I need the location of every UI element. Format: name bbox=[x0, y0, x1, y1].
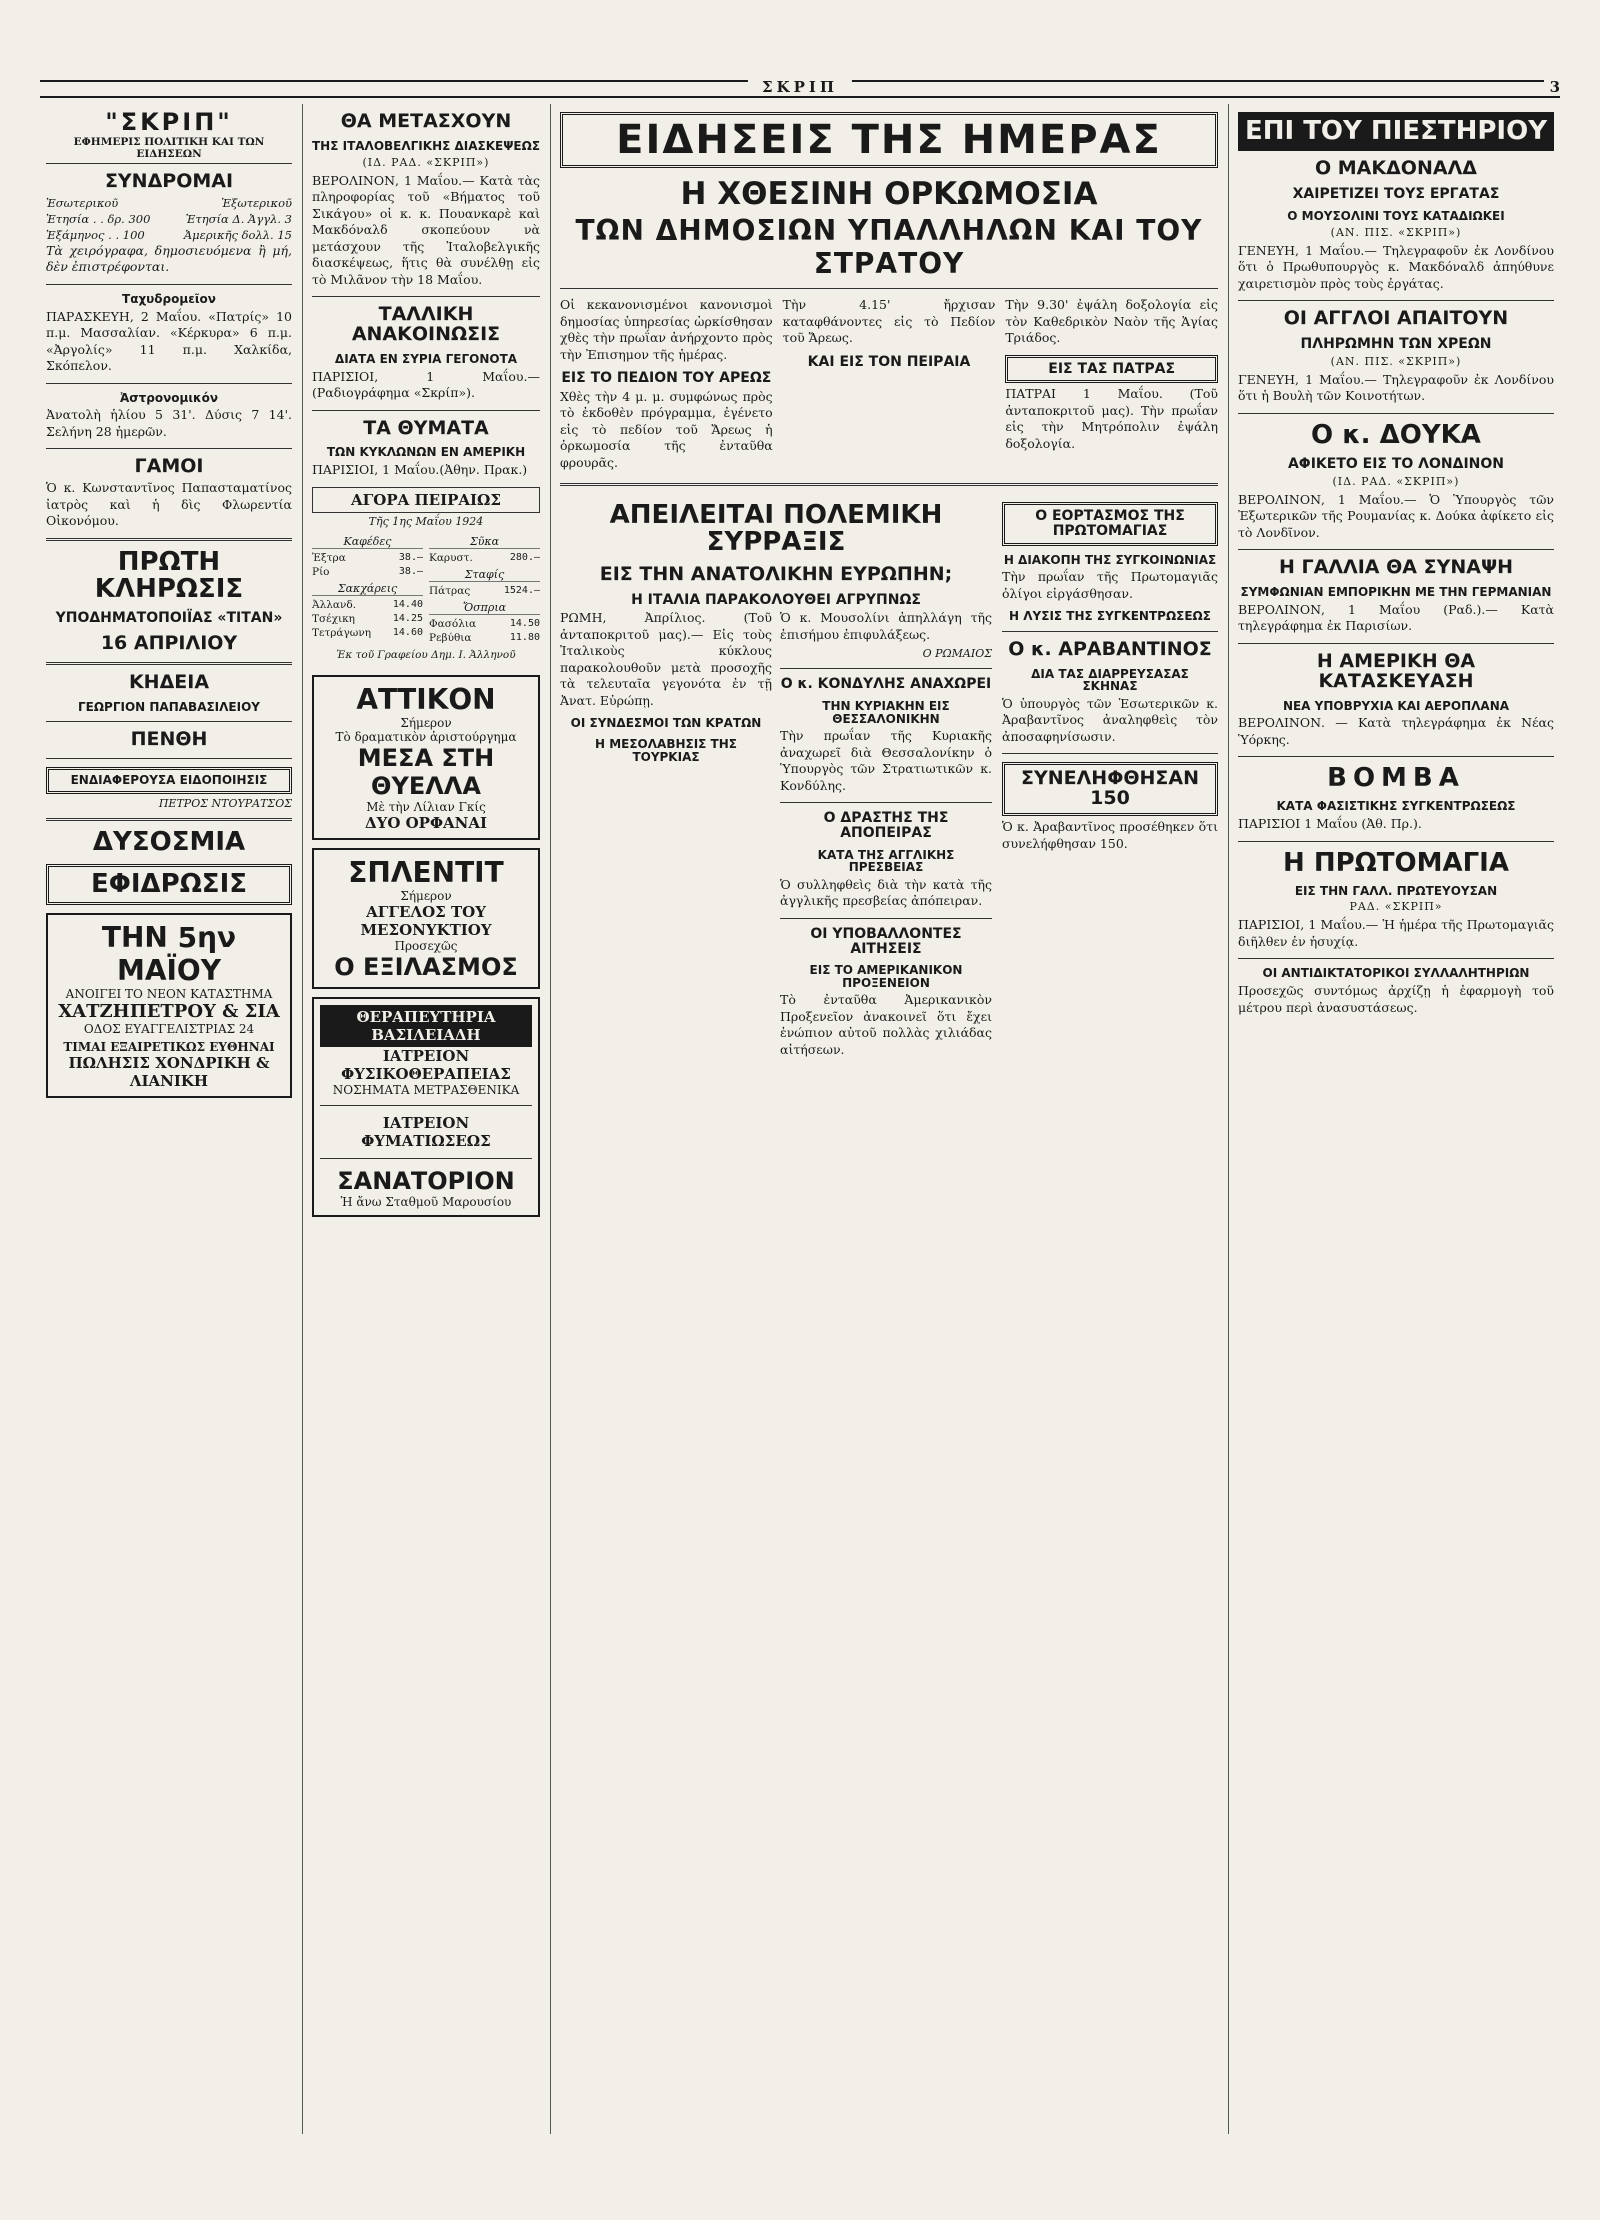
subheadline: ΕΙΣ ΤΗΝ ΓΑΛΛ. ΠΡΩΤΕΥΟΥΣΑΝ bbox=[1294, 883, 1498, 898]
paper-name: ΣΚΡΙΠ bbox=[748, 78, 852, 96]
astronomy-heading: Ἀστρονομικόν bbox=[120, 390, 218, 405]
headline: Ο κ. ΔΟΥΚΑ bbox=[1311, 419, 1481, 450]
article-text: ΡΩΜΗ, Ἀπρίλιος. (Τοῦ ἀνταποκριτοῦ μας).— Εἰς τοὺς Ἰταλικοὺς κύκλους παρακολουθοῦν μετὰ προσοχῆς τὰ τελευταῖα γεγονότα ἐν τῇ Ἀνατ. Εὐρώπῃ. bbox=[560, 610, 772, 708]
weddings-text: Ὁ κ. Κωνσταντῖνος Παπασταματίνος ἰατρὸς καὶ ἡ δὶς Φλωρεντία Οἰκονόμου. bbox=[46, 480, 292, 529]
cinema-ad-attikon bbox=[312, 675, 540, 840]
cinema-name: ΑΤΤΙΚΟΝ bbox=[356, 683, 496, 717]
cinema-desc: Τὸ δραματικὸν ἀριστούργημα bbox=[335, 730, 517, 745]
article-text: ΠΑΡΙΣΙΟΙ 1 Μαΐου (Ἀθ. Πρ.). bbox=[1238, 816, 1422, 832]
subheadline: ΤΩΝ ΚΥΚΛΩΝΩΝ ΕΝ ΑΜΕΡΙΚΗ bbox=[326, 445, 526, 460]
headline: ΟΙ ΥΠΟΒΑΛΛΟΝΤΕΣ ΑΙΤΗΣΕΙΣ bbox=[810, 925, 962, 957]
article-text: ΠΑΤΡΑΙ 1 Μαΐου. (Τοῦ ἀνταποκριτοῦ μας). Τὴν πρωΐαν εἰς τὴν Μητρόπολιν ἐψάλη δοξολογία. bbox=[1005, 386, 1219, 451]
column-2 bbox=[306, 104, 546, 2134]
cinema-also: ΔΥΟ ΟΡΦΑΝΑΙ bbox=[364, 814, 488, 833]
article-text: Προσεχῶς συντόμως ἀρχίζῃ ἡ ἐφαρμογὴ τοῦ μέτρου περὶ ἀνασυστάσεως. bbox=[1238, 983, 1554, 1015]
paper-title: "ΣΚΡΙΠ" bbox=[105, 108, 233, 136]
headline: Ο ΔΡΑΣΤΗΣ ΤΗΣ ΑΠΟΠΕΙΡΑΣ bbox=[823, 810, 949, 841]
subheadline: ΝΕΑ ΥΠΟΒΡΥΧΙΑ ΚΑΙ ΑΕΡΟΠΛΑΝΑ bbox=[1282, 698, 1510, 713]
subheadline: ΠΛΗΡΩΜΗΝ ΤΩΝ ΧΡΕΩΝ bbox=[1300, 335, 1492, 352]
headline: ΤΑΛΛΙΚΗ ΑΝΑΚΟΙΝΩΣΙΣ bbox=[351, 303, 501, 345]
page-number: 3 bbox=[1544, 78, 1560, 96]
article-text: Τὴν πρωΐαν τῆς Πρωτομαγιᾶς ὀλίγοι εἰργάσθησαν. bbox=[1002, 569, 1218, 601]
subscriptions-heading: ΣΥΝΔΡΟΜΑΙ bbox=[104, 170, 234, 192]
article-text: ΒΕΡΟΛΙΝΟΝ, 1 Μαΐου.— Ὁ Ὑπουργὸς τῶν Ἐξωτερικῶν τῆς Ρουμανίας κ. Δούκα ἀφίκετο εἰς τὸ Λονδῖνον. bbox=[1238, 491, 1554, 540]
clinic-ad bbox=[312, 997, 540, 1217]
shop-ad-name: ΧΑΤΖΗΠΕΤΡΟΥ & ΣΙΑ bbox=[58, 1001, 280, 1023]
headline: Η ΠΡΩΤΟΜΑΓΙΑ bbox=[1283, 847, 1509, 878]
subheadline: Ο ΜΟΥΣΟΛΙΝΙ ΤΟΥΣ ΚΑΤΑΔΙΩΚΕΙ bbox=[1287, 208, 1505, 223]
clinic-line: ΦΥΣΙΚΟΘΕΡΑΠΕΙΑΣ bbox=[341, 1065, 511, 1084]
headline: ΤΑ ΘΥΜΑΤΑ bbox=[363, 416, 489, 439]
market-row: Ρίο 38.— bbox=[312, 565, 423, 578]
article-text: ΠΑΡΙΣΙΟΙ, 1 Μαΐου.— Ἡ ἡμέρα τῆς Πρωτομαγιᾶς διῆλθεν ἐν ἡσυχίᾳ. bbox=[1238, 917, 1554, 949]
section-subheading: Η ΛΥΣΙΣ ΤΗΣ ΣΥΓΚΕΝΤΡΩΣΕΩΣ bbox=[1009, 609, 1211, 624]
shop-ad-footer-2: ΠΩΛΗΣΙΣ ΧΟΝΔΡΙΚΗ & ΛΙΑΝΙΚΗ bbox=[68, 1054, 270, 1091]
article-text: Τὸ ἐνταῦθα Ἀμερικανικὸν Προξενεῖον ἀνακοινεῖ ὅτι ἔχει ἐνώπιον αὐτοῦ πολλὰς χιλιάδας αἰτήσεων. bbox=[780, 992, 992, 1057]
post-heading: Ταχυδρομεῖον bbox=[122, 291, 216, 306]
cinema-soon: Προσεχῶς bbox=[394, 939, 458, 954]
market-row: Φασόλια 14.50 bbox=[429, 617, 540, 630]
article-text: ΒΕΡΟΛΙΝΟΝ, 1 Μαΐου (Ραδ.).— Κατὰ τηλεγράφημα ἐκ Παρισίων. bbox=[1238, 601, 1554, 634]
section-header: ΕΠΙ ΤΟΥ ΠΙΕΣΤΗΡΙΟΥ bbox=[1238, 112, 1554, 151]
funeral-heading: ΚΗΔΕΙΑ bbox=[128, 670, 210, 693]
subheadline: ΣΥΜΦΩΝΙΑΝ ΕΜΠΟΡΙΚΗΝ ΜΕ ΤΗΝ ΓΕΡΜΑΝΙΑΝ bbox=[1240, 585, 1552, 600]
subheadline: ΚΑΤΑ ΦΑΣΙΣΤΙΚΗΣ ΣΥΓΚΕΝΤΡΩΣΕΩΣ bbox=[1276, 799, 1516, 814]
byline: ΡΑΔ. «ΣΚΡΙΠ» bbox=[1349, 900, 1443, 914]
market-group: Σταφίς bbox=[429, 568, 540, 582]
subheadline: Η ΔΙΑΚΟΠΗ ΤΗΣ ΣΥΓΚΟΙΝΩΝΙΑΣ bbox=[1003, 552, 1217, 567]
paper-subtitle: ΕΦΗΜΕΡΙΣ ΠΟΛΙΤΙΚΗ ΚΑΙ ΤΩΝ ΕΙΔΗΣΕΩΝ bbox=[46, 136, 292, 164]
manuscripts-note: Τὰ χειρόγραφα, δημοσιευόμενα ἢ μή, δὲν ἐπιστρέφονται. bbox=[46, 242, 292, 275]
article-text: Χθὲς τὴν 4 μ. μ. συμφώνως πρὸς τὸ ἐκδοθὲν πρόγραμμα, ἐγένετο εἰς τὸ πεδίον τοῦ Ἄρεως ἡ ὁρκωμοσία τῆς ἐνταῦθα φρουρᾶς. bbox=[560, 388, 773, 470]
article-text: Ὁ κ. Μουσολίνι ἀπηλλάγη τῆς ἐπισήμου ἐπιφυλάξεως. bbox=[780, 610, 992, 642]
article-text: ΒΕΡΟΛΙΝΟΝ, 1 Μαΐου.— Κατὰ τὰς πληροφορίας τοῦ «Βήματος τοῦ Σικάγου» οἱ κ. κ. Πουανκαρὲ καὶ Μακδόναλδ σκοπεύουν νὰ μετάσχουν τῆς Ἰταλοβελγικῆς διασκέψεως, ἥτις θὰ συνέλθῃ εἰς τὸ Μιλᾶνον τὴν 18 Μαΐου. bbox=[312, 172, 540, 287]
sanatorium-address: Ἡ ἄνω Σταθμοῦ Μαρουσίου bbox=[340, 1195, 512, 1210]
market-right bbox=[429, 532, 540, 646]
article-text: Ὁ κ. Ἀραβαντῖνος προσέθηκεν ὅτι συνελήφθησαν 150. bbox=[1002, 819, 1218, 851]
headline: Η ΑΜΕΡΙΚΗ ΘΑ ΚΑΤΑΣΚΕΥΑΣΗ bbox=[1316, 649, 1476, 692]
subheadline: ΕΙΣ ΤΟ ΑΜΕΡΙΚΑΝΙΚΟΝ ΠΡΟΞΕΝΕΙΟΝ bbox=[809, 963, 963, 990]
subheadline: ΧΑΙΡΕΤΙΖΕΙ ΤΟΥΣ ΕΡΓΑΤΑΣ bbox=[1292, 186, 1500, 203]
clinic-line: ΙΑΤΡΕΙΟΝ bbox=[382, 1047, 470, 1066]
byline: (ΑΝ. ΠΙΣ. «ΣΚΡΙΠ») bbox=[1330, 354, 1462, 368]
cinema-starring: Μὲ τὴν Λίλιαν Γκίς bbox=[366, 800, 486, 815]
market-group: Ὄσπρια bbox=[429, 601, 540, 615]
headline: ΟΙ ΑΝΤΙΔΙΚΤΑΤΟΡΙΚΟΙ ΣΥΛΛΑΛΗΤΗΡΙΩΝ bbox=[1262, 966, 1530, 981]
clinic-title: ΘΕΡΑΠΕΥΤΗΡΙΑ ΒΑΣΙΛΕΙΑΔΗ bbox=[320, 1005, 532, 1047]
section-subheading: Η ΜΕΣΟΛΑΒΗΣΙΣ ΤΗΣ ΤΟΥΡΚΙΑΣ bbox=[595, 737, 737, 764]
shop-opening-ad bbox=[46, 913, 292, 1098]
subheadline: ΤΗΣ ΙΤΑΛΟΒΕΛΓΙΚΗΣ ΔΙΑΣΚΕΨΕΩΣ bbox=[312, 138, 541, 153]
headline: ΒΟΜΒΑ bbox=[1327, 763, 1465, 794]
lottery-subheading: ΥΠΟΔΗΜΑΤΟΠΟΙΪΑΣ «ΤΙΤΑΝ» bbox=[55, 610, 283, 627]
section-header: ΕΙΔΗΣΕΙΣ ΤΗΣ ΗΜΕΡΑΣ bbox=[560, 112, 1218, 168]
market-row: Ἐξτρα 38.— bbox=[312, 551, 423, 564]
headline: ΘΑ ΜΕΤΑΣΧΟΥΝ bbox=[340, 110, 512, 132]
market-group: Σακχάρεις bbox=[312, 582, 423, 596]
cinema-today: Σήμερον bbox=[400, 716, 452, 731]
sanatorium-title: ΣΑΝΑΤΟΡΙΟΝ bbox=[337, 1167, 515, 1196]
headline: Η ΓΑΛΛΙΑ ΘΑ ΣΥΝΑΨΗ bbox=[1279, 556, 1513, 579]
lottery-heading: ΠΡΩΤΗ ΚΛΗΡΩΣΙΣ bbox=[94, 546, 244, 604]
cinema-name: ΣΠΛΕΝΤΙΤ bbox=[348, 856, 504, 890]
byline: (ΙΔ. ΡΑΔ. «ΣΚΡΙΠ») bbox=[362, 155, 490, 169]
market-table bbox=[312, 532, 540, 646]
war-headline: ΑΠΕΙΛΕΙΤΑΙ ΠΟΛΕΜΙΚΗ ΣΥΡΡΑΞΙΣ bbox=[609, 500, 943, 558]
article-text: ΓΕΝΕΥΗ, 1 Μαΐου.— Τηλεγραφοῦν ἐκ Λονδίνου ὅτι ὁ Πρωθυπουργὸς κ. Μακδόναλδ ἀπηύθυνε χαιρετισμὸν πρὸς τοὺς ἐργάτας. bbox=[1238, 242, 1554, 291]
funeral-name: ΓΕΩΡΓΙΟΝ ΠΑΠΑΒΑΣΙΛΕΙΟΥ bbox=[78, 699, 260, 714]
astronomy-text: Ἀνατολὴ ἡλίου 5 31'. Δύσις 7 14'. Σελήνη 28 ἡμερῶν. bbox=[46, 407, 292, 439]
war-headline-2: ΕΙΣ ΤΗΝ ΑΝΑΤΟΛΙΚΗΝ ΕΥΡΩΠΗΝ; bbox=[599, 562, 953, 585]
byline: (ΑΝ. ΠΙΣ. «ΣΚΡΙΠ») bbox=[1330, 225, 1462, 239]
lead-article bbox=[560, 297, 1218, 475]
weddings-heading: ΓΑΜΟΙ bbox=[134, 455, 204, 478]
market-title: ΑΓΟΡΑ ΠΕΙΡΑΙΩΣ bbox=[312, 487, 540, 513]
byline: (ΙΔ. ΡΑΔ. «ΣΚΡΙΠ») bbox=[1332, 474, 1460, 488]
headline: ΟΙ ΑΓΓΛΟΙ ΑΠΑΙΤΟΥΝ bbox=[1283, 307, 1509, 330]
article-text: Ὁ συλληφθεὶς διὰ τὴν κατὰ τῆς ἀγγλικῆς πρεσβείας ἀπόπειραν. bbox=[780, 876, 992, 909]
lead-headline-2: ΤΩΝ ΔΗΜΟΣΙΩΝ ΥΠΑΛΛΗΛΩΝ ΚΑΙ ΤΟΥ ΣΤΡΑΤΟΥ bbox=[575, 214, 1203, 280]
clinic-line: ΝΟΣΗΜΑΤΑ ΜΕΤΡΑΣΘΕΝΙΚΑ bbox=[332, 1083, 520, 1098]
column-rule bbox=[302, 104, 303, 2134]
market-date: Τῆς 1ης Μαΐου 1924 bbox=[368, 514, 484, 528]
section-subheading: ΟΙ ΣΥΝΔΕΣΜΟΙ ΤΩΝ ΚΡΑΤΩΝ bbox=[570, 716, 762, 731]
subheadline: ΑΦΙΚΕΤΟ ΕΙΣ ΤΟ ΛΟΝΔΙΝΟΝ bbox=[1287, 455, 1505, 472]
market-row: Ρεβύθια 11.80 bbox=[429, 632, 540, 645]
lottery-date: 16 ΑΠΡΙΛΙΟΥ bbox=[100, 631, 238, 654]
shop-ad-title: ΤΗΝ 5ην ΜΑΪΟΥ bbox=[101, 921, 237, 988]
clinic-line: ΙΑΤΡΕΙΟΝ bbox=[382, 1114, 470, 1133]
lead-headline: Η ΧΘΕΣΙΝΗ ΟΡΚΩΜΟΣΙΑ bbox=[680, 176, 1098, 212]
article-text: Οἱ κεκανονισμένοι κανονισμοὶ δημοσίας ὑπηρεσίας ὡρκίσθησαν χθὲς τὴν πρωΐαν ἀνήρχοντο πρὸς τὴν Ἐπισημον τῆς ἡμέρας. bbox=[560, 297, 773, 362]
column-1 bbox=[40, 104, 298, 2134]
market-left bbox=[312, 532, 423, 646]
post-text: ΠΑΡΑΣΚΕΥΗ, 2 Μαΐου. «Πατρίς» 10 π.μ. Μασσαλίαν. «Κέρκυρα» 6 π.μ. «Ἀργολίς» 11 π.μ. Χαλκίδα, Σκόπελον. bbox=[46, 308, 292, 374]
headline: ΕΙΣ ΤΑΣ ΠΑΤΡΑΣ bbox=[1005, 355, 1218, 384]
column-rule bbox=[550, 104, 551, 2134]
market-row: Καρυστ. 280.— bbox=[429, 551, 540, 564]
article-text: ΠΑΡΙΣΙΟΙ, 1 Μαΐου.— (Ραδιογράφημα «Σκρίπ»). bbox=[312, 368, 540, 400]
column-5 bbox=[1232, 104, 1560, 2134]
article-text: Τὴν πρωΐαν τῆς Κυριακῆς ἀναχωρεῖ διὰ Θεσσαλονίκην ὁ Ὑπουργὸς τῶν Στρατιωτικῶν κ. Κονδύλης. bbox=[780, 728, 992, 793]
column-rule bbox=[1228, 104, 1229, 2134]
article-text: ΠΑΡΙΣΙΟΙ, 1 Μαΐου.(Ἀθην. Πρακ.) bbox=[312, 462, 528, 478]
subheadline: ΔΙΑΤΑ ΕΝ ΣΥΡΙΑ ΓΕΓΟΝΟΤΑ bbox=[334, 351, 518, 366]
subheadline: ΚΑΤΑ ΤΗΣ ΑΓΓΛΙΚΗΣ ΠΡΕΣΒΕΙΑΣ bbox=[817, 847, 955, 875]
mourning-heading: ΠΕΝΘΗ bbox=[130, 728, 208, 751]
headline: ΚΑΙ ΕΙΣ ΤΟΝ ΠΕΙΡΑΙΑ bbox=[807, 353, 971, 370]
subheadline: ΔΙΑ ΤΑΣ ΔΙΑΡΡΕΥΣΑΣΑΣ ΣΚΗΝΑΣ bbox=[1031, 666, 1189, 694]
market-row: Πάτρας 1524.— bbox=[429, 584, 540, 597]
clinic-line: ΦΥΜΑΤΙΩΣΕΩΣ bbox=[361, 1132, 491, 1151]
masthead bbox=[40, 80, 1560, 98]
subscription-row: Ἐσωτερικοῦ Ἐξωτερικοῦ bbox=[46, 195, 292, 210]
subscription-row: Ἐτησία . . δρ. 300 Ἐτησία Δ. Ἀγγλ. 3 bbox=[46, 211, 292, 226]
shop-ad-footer: ΤΙΜΑΙ ΕΞΑΙΡΕΤΙΚΩΣ ΕΥΘΗΝΑΙ bbox=[63, 1040, 275, 1055]
market-footer: Ἐκ τοῦ Γραφείου Δημ. Ι. Ἀλληνοῦ bbox=[336, 649, 516, 662]
market-row: Τσέχικη 14.25 bbox=[312, 613, 423, 626]
market-group: Καφέδες bbox=[312, 535, 423, 549]
notice-signature: ΠΕΤΡΟΣ ΝΤΟΥΡΑΤΣΟΣ bbox=[158, 796, 292, 810]
ad-heading-odour: ΔΥΣΟΣΜΙΑ bbox=[92, 826, 246, 857]
article-text: Τὴν 4.15' ἤρχισαν καταφθάνοντες εἰς τὸ Πεδίον τοῦ Ἄρεως. bbox=[782, 297, 996, 345]
subheadline: ΤΗΝ ΚΥΡΙΑΚΗΝ ΕΙΣ ΘΕΣΣΑΛΟΝΙΚΗΝ bbox=[822, 699, 950, 726]
cinema-film: ΑΓΓΕΛΟΣ ΤΟΥ ΜΕΣΟΝΥΚΤΙΟΥ bbox=[360, 903, 492, 940]
cinema-today: Σήμερον bbox=[400, 889, 452, 904]
headline: ΕΙΣ ΤΟ ΠΕΔΙΟΝ ΤΟΥ ΑΡΕΩΣ bbox=[561, 370, 772, 386]
shop-ad-line: ΑΝΟΙΓΕΙ ΤΟ ΝΕΟΝ ΚΑΤΑΣΤΗΜΑ bbox=[65, 987, 273, 1002]
ad-heading-sweat: ΕΦΙΔΡΩΣΙΣ bbox=[46, 864, 292, 905]
cinema-next: Ο ΕΞΙΛΑΣΜΟΣ bbox=[334, 953, 518, 982]
market-row: Ἀλλανδ. 14.40 bbox=[312, 598, 423, 611]
shop-ad-address: ΟΔΟΣ ΕΥΑΓΓΕΛΙΣΤΡΙΑΣ 24 bbox=[83, 1022, 255, 1037]
headline: Ο κ. ΚΟΝΔΥΛΗΣ ΑΝΑΧΩΡΕΙ bbox=[780, 676, 992, 693]
market-group: Σῦκα bbox=[429, 535, 540, 549]
headline: Ο ΜΑΚΔΟΝΑΛΔ bbox=[1315, 157, 1477, 180]
article-text: Τὴν 9.30' ἐψάλη δοξολογία εἰς τὸν Καθεδρικὸν Ναὸν τῆς Ἁγίας Τριάδος. bbox=[1005, 297, 1219, 345]
headline: Ο κ. ΑΡΑΒΑΝΤΙΝΟΣ bbox=[1008, 637, 1212, 660]
notice-heading: ΕΝΔΙΑΦΕΡΟΥΣΑ ΕΙΔΟΠΟΙΗΣΙΣ bbox=[46, 767, 292, 794]
war-subheadline: Η ΙΤΑΛΙΑ ΠΑΡΑΚΟΛΟΥΘΕΙ ΑΓΡΥΠΝΩΣ bbox=[631, 591, 921, 608]
headline: Ο ΕΟΡΤΑΣΜΟΣ ΤΗΣ ΠΡΩΤΟΜΑΓΙΑΣ bbox=[1002, 502, 1218, 545]
lower-news bbox=[560, 494, 1218, 1062]
subscription-row: Ἑξάμηνος . . 100 Ἀμερικῆς δολλ. 15 bbox=[46, 227, 292, 242]
market-row: Τετράγωνη 14.60 bbox=[312, 627, 423, 640]
column-3-news bbox=[554, 104, 1224, 2134]
headline: ΣΥΝΕΛΗΦΘΗΣΑΝ 150 bbox=[1002, 762, 1218, 816]
article-signature: Ο ΡΩΜΑΙΟΣ bbox=[922, 647, 992, 661]
cinema-film: ΜΕΣΑ ΣΤΗ ΘΥΕΛΛΑ bbox=[357, 744, 495, 801]
article-text: ΒΕΡΟΛΙΝΟΝ. — Κατὰ τηλεγράφημα ἐκ Νέας Ὑόρκης. bbox=[1238, 715, 1554, 747]
article-text: ΓΕΝΕΥΗ, 1 Μαΐου.— Τηλεγραφοῦν ἐκ Λονδίνου ὅτι ἡ Βουλὴ τῶν Κοινοτήτων. bbox=[1238, 371, 1554, 404]
article-text: Ὁ ὑπουργὸς τῶν Ἐσωτερικῶν κ. Ἀραβαντῖνος ἀναληφθεὶς τὸν ἀποσαφηνίσωσιν. bbox=[1002, 695, 1218, 744]
cinema-ad-splendid bbox=[312, 848, 540, 989]
